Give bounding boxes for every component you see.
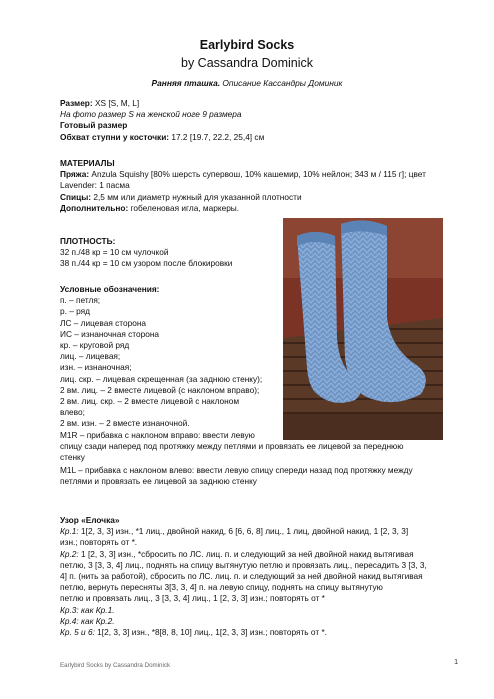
size-label: Размер: bbox=[60, 98, 93, 108]
legend-item: M1L – прибавка с наклоном влево: ввести левую спицу спереди назад под протяжку между bbox=[60, 465, 413, 476]
round-5-6 bbox=[60, 627, 427, 638]
socks-illustration bbox=[283, 218, 443, 440]
needles-line bbox=[60, 192, 426, 203]
round-2 bbox=[60, 549, 427, 560]
round-2-cont: петлю и провязать лиц., 3 [3, 3, 4] лиц., 1 [2, 3, 3] изн.; повторять от * bbox=[60, 593, 325, 604]
legend-item: кр. – круговой ряд bbox=[60, 340, 130, 351]
round-2-cont: 4] п. (нить за работой), сбросить по ЛС. лиц. п. и следующий за ней двойной накид вытягивая bbox=[60, 571, 423, 582]
legend-item: изн. – изнаночная; bbox=[60, 362, 132, 373]
pattern-title: Earlybird Socks bbox=[199, 38, 295, 52]
page-number: 1 bbox=[454, 657, 459, 666]
round-1-text: 1[2, 3, 3] изн., *1 лиц., двойной накид, 6 [6, 6, 8] лиц., 1 лиц, двойной накид, 1 [2, 3, 3] bbox=[78, 526, 409, 537]
pattern-author: by Cassandra Dominick bbox=[181, 56, 313, 70]
footer-text: Earlybird Socks by Cassandra Dominick bbox=[60, 662, 171, 669]
legend-item: стенку bbox=[60, 452, 85, 463]
legend-item: спицу сзади наперед под протяжку между петлями и провязать ее лицевой за переднюю bbox=[60, 440, 404, 451]
pattern-subtitle bbox=[0, 78, 494, 88]
girth-label: Обхват ступни у косточки: bbox=[60, 131, 170, 142]
gauge-heading: ПЛОТНОСТЬ: bbox=[60, 236, 116, 246]
socks-photo bbox=[283, 218, 443, 440]
gauge-section bbox=[60, 236, 232, 270]
extra-label: Дополнительно: bbox=[60, 202, 129, 213]
finished-size-heading: Готовый размер bbox=[60, 120, 128, 131]
size-line bbox=[60, 98, 264, 109]
round-1-label: Кр.1: bbox=[60, 526, 79, 537]
extra-line bbox=[60, 203, 426, 214]
pattern-section bbox=[60, 515, 427, 638]
needles-label: Спицы: bbox=[60, 191, 92, 202]
round-2-cont: петлю, вернуть пересняты 3[3, 3, 4] п. на левую спицу, поднять на спицу вытянутую bbox=[60, 582, 383, 593]
girth-line bbox=[60, 132, 264, 143]
subtitle-italic: Описание Кассандры Доминик bbox=[220, 78, 343, 88]
round-1-cont: изн.; повторять от *. bbox=[60, 537, 138, 548]
yarn-value: Anzula Squishy [80% шерсть супервош, 10% кашемир, 10% нейлон; 343 м / 115 г]; цвет bbox=[89, 169, 426, 180]
legend-item: лиц. скр. – лицевая скрещенная (за заднюю стенку); bbox=[60, 373, 263, 384]
round-4: Кр.4: как Кр.2. bbox=[60, 615, 115, 626]
round-1 bbox=[60, 526, 427, 537]
legend-item: р. – ряд bbox=[60, 306, 90, 317]
legend-item: ИС – изнаночная сторона bbox=[60, 328, 160, 339]
extra-value: гобеленовая игла, маркеры. bbox=[128, 202, 240, 213]
size-note: На фото размер S на женской ноге 9 размера bbox=[60, 109, 242, 120]
materials-heading: МАТЕРИАЛЫ bbox=[60, 158, 115, 168]
subtitle-bold: Ранняя пташка. bbox=[151, 78, 221, 88]
legend-heading: Условные обозначения: bbox=[60, 284, 160, 294]
legend-item: 2 вм. лиц. – 2 вместе лицевой (с наклоном вправо); bbox=[60, 384, 260, 395]
materials-section bbox=[60, 158, 426, 214]
girth-value: 17.2 [19.7, 22.2, 25,4] см bbox=[169, 131, 265, 142]
gauge-line-1: 32 п./48 кр = 10 см чулочкой bbox=[60, 247, 169, 258]
pattern-heading: Узор «Елочка» bbox=[60, 515, 120, 525]
legend-item: п. – петля; bbox=[60, 295, 101, 306]
round-5-6-label: Кр. 5 и 6: bbox=[60, 627, 95, 638]
legend-item: петлями и провязать ее лицевой за заднюю стенку bbox=[60, 476, 257, 487]
legend-item: M1R – прибавка с наклоном вправо: ввести левую bbox=[60, 429, 255, 440]
legend-item: лиц. – лицевая; bbox=[60, 351, 121, 362]
gauge-line-2: 38 п./44 кр = 10 см узором после блокировки bbox=[60, 258, 233, 269]
round-3: Кр.3: как Кр.1. bbox=[60, 604, 115, 615]
round-2-text: 1 [2, 3, 3] изн., *сбросить по ЛС. лиц. п. и следующий за ней двойной накид вытягивая bbox=[78, 548, 414, 559]
round-5-6-text: 1[2, 3, 3] изн., *8[8, 8, 10] лиц., 1[2, 3, 3] изн.; повторять от *. bbox=[94, 627, 327, 638]
round-2-label: Кр.2: bbox=[60, 548, 79, 559]
yarn-line bbox=[60, 169, 426, 180]
legend-item: ЛС – лицевая сторона bbox=[60, 317, 147, 328]
round-2-cont: петлю, 3 [3, 3, 4] лиц., поднять на спицу вытянутую петлю и провязать лиц., пересадить 3 [3, 3, bbox=[60, 559, 427, 570]
yarn-line-2: Lavender: 1 пасма bbox=[60, 180, 130, 191]
size-section bbox=[60, 98, 264, 143]
size-value: XS [S, M, L] bbox=[92, 98, 140, 108]
legend-item: 2 вм. лиц. скр. – 2 вместе лицевой с наклоном bbox=[60, 396, 240, 407]
yarn-label: Пряжа: bbox=[60, 169, 90, 180]
legend-item: влево; bbox=[60, 407, 85, 418]
needles-value: 2,5 мм или диаметр нужный для указанной плотности bbox=[91, 191, 302, 202]
legend-item: 2 вм. изн. – 2 вместе изнаночной. bbox=[60, 418, 190, 429]
